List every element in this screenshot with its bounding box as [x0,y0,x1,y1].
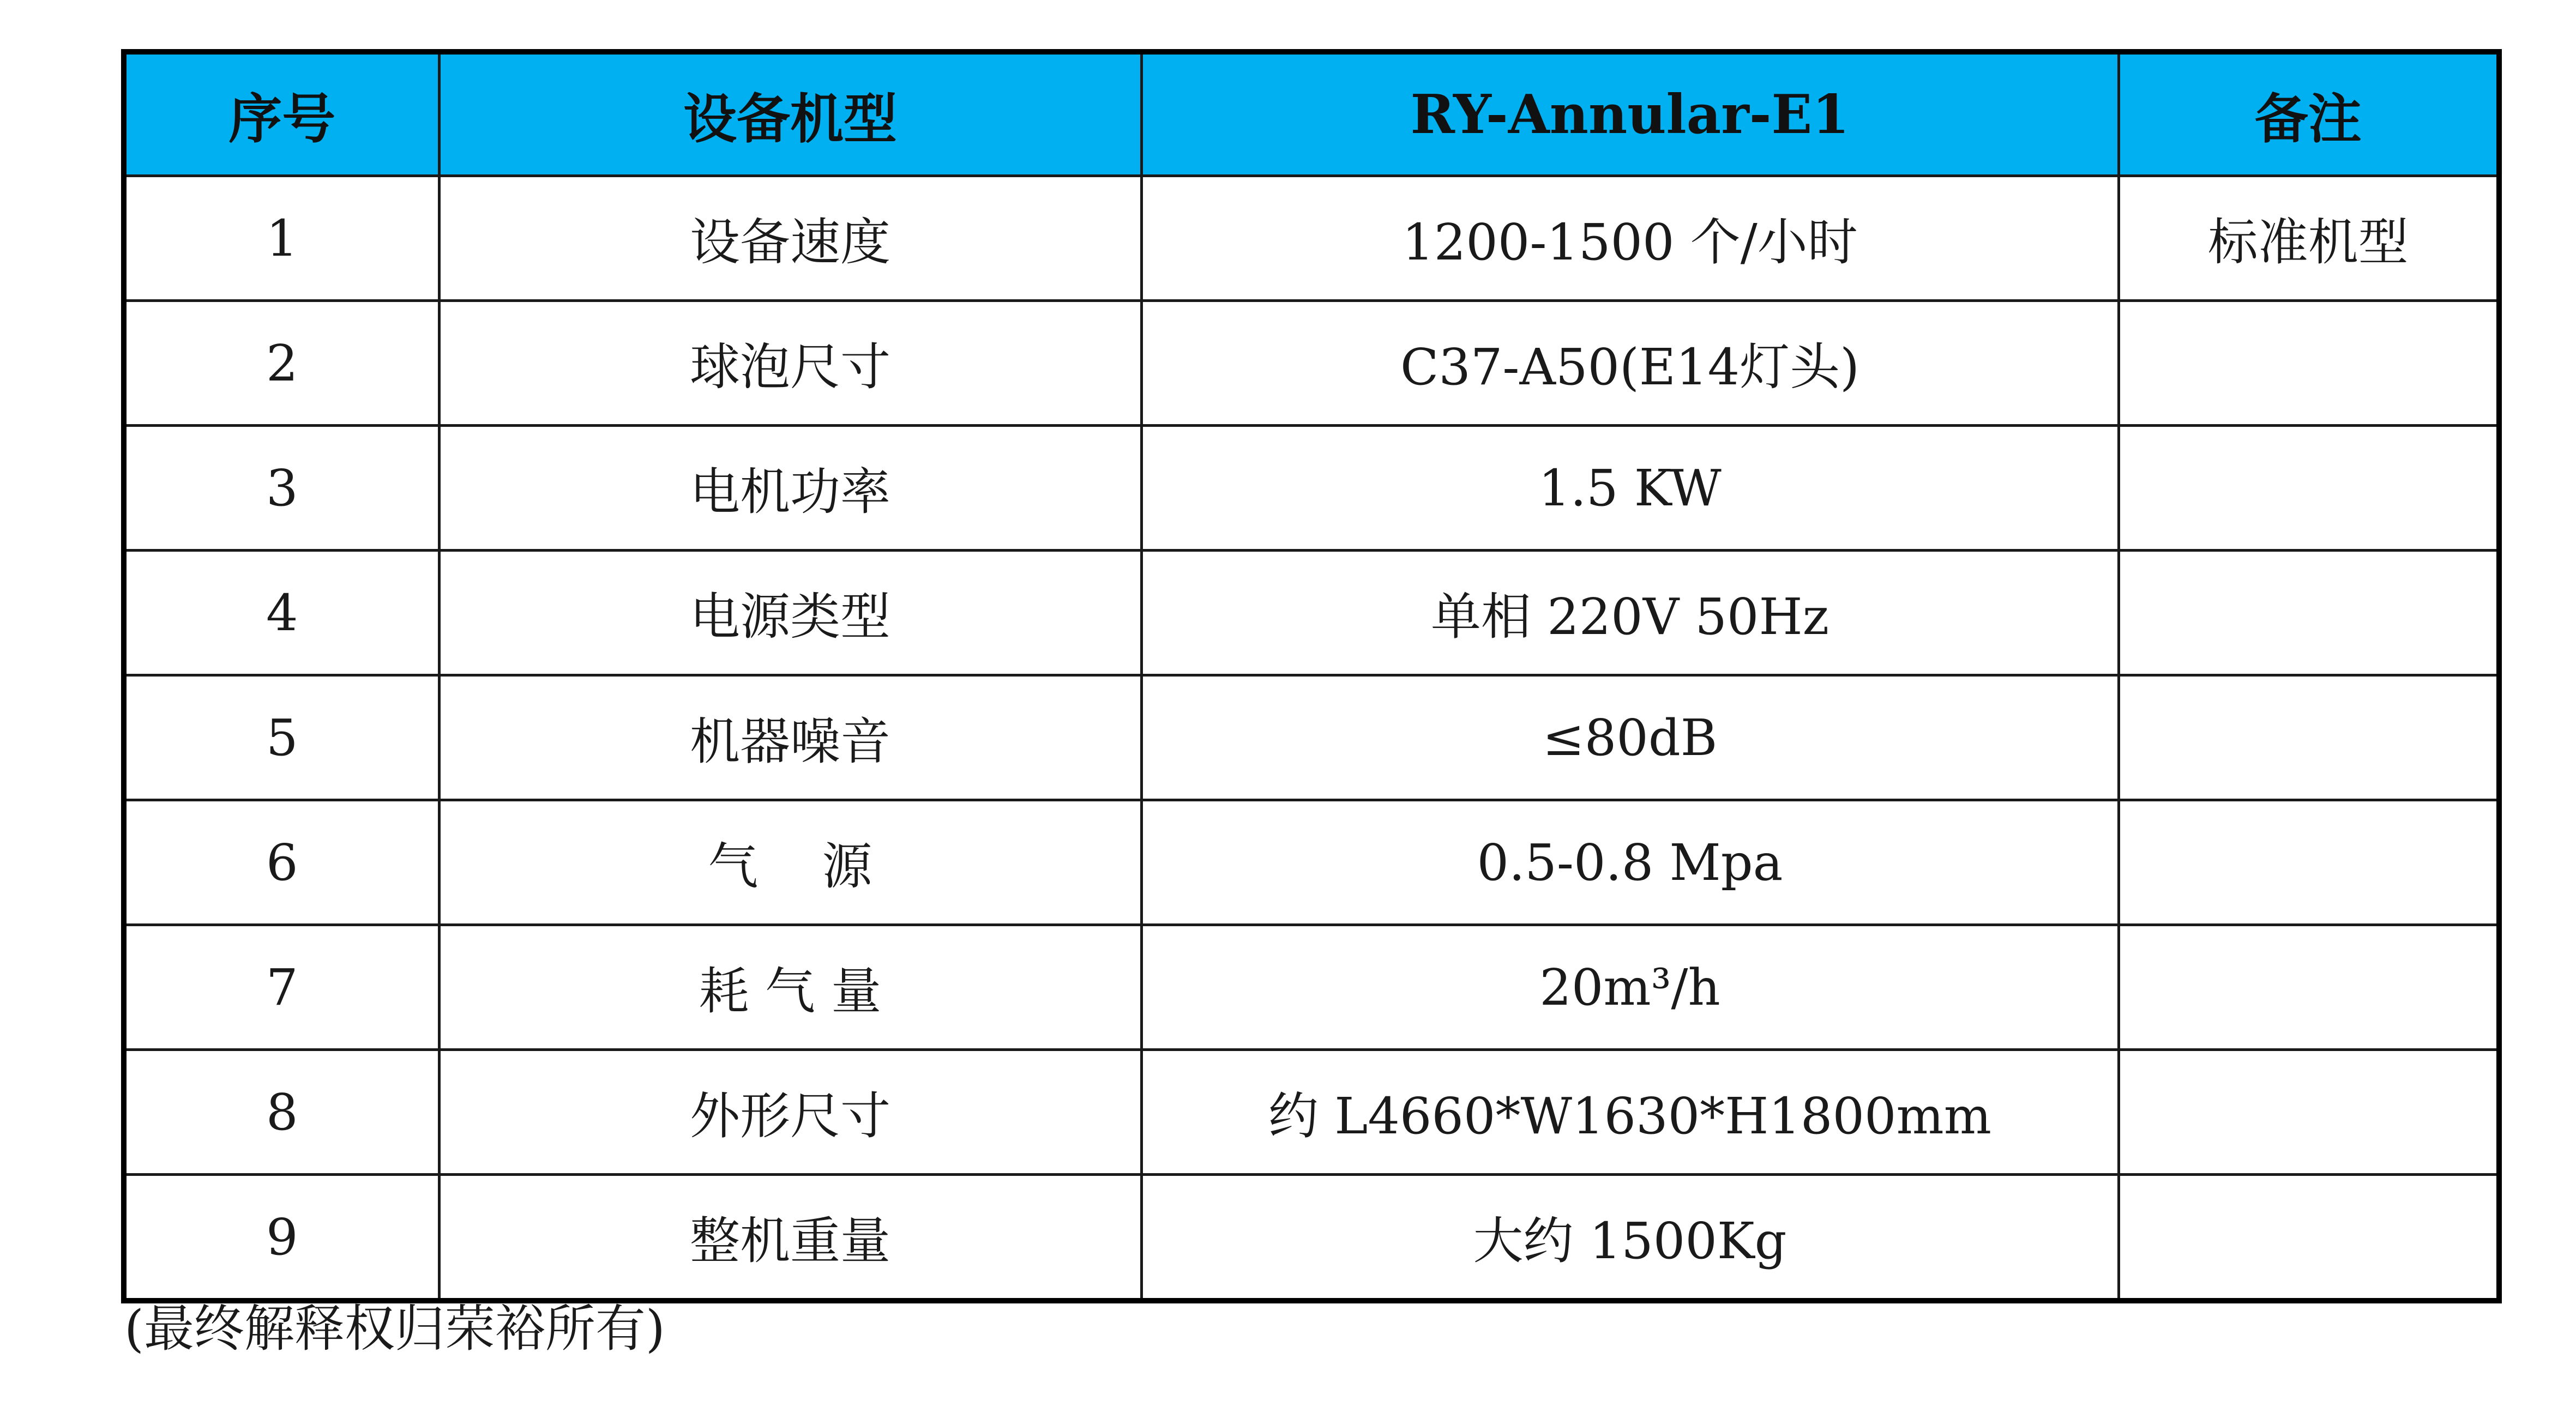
table-row [124,1175,2499,1301]
row-number: 2 [124,301,439,426]
row-value: 20m³/h [1141,925,2118,1050]
table-row [124,800,2499,925]
row-item: 整机重量 [439,1175,1141,1301]
row-number: 3 [124,426,439,551]
table-row [124,1050,2499,1175]
table-header [124,52,2499,176]
copyright-note: (最终解释权归荣裕所有) [124,1300,665,1358]
table-row [124,675,2499,800]
row-value: 1200-1500 个/小时 [1141,176,2118,301]
row-value: 单相 220V 50Hz [1141,551,2118,675]
table-body [124,176,2499,1301]
header-serial-number: 序号 [124,52,439,176]
table-row [124,426,2499,551]
row-number: 4 [124,551,439,675]
row-number: 7 [124,925,439,1050]
row-value: ≤80dB [1141,675,2118,800]
header-equipment-model: 设备机型 [439,52,1141,176]
row-note [2118,675,2499,800]
table-row [124,176,2499,301]
row-note: 标准机型 [2118,176,2499,301]
header-remarks: 备注 [2118,52,2499,176]
row-value: 大约 1500Kg [1141,1175,2118,1301]
header-model-name: RY-Annular-E1 [1141,52,2118,176]
table-row [124,551,2499,675]
row-value: 约 L4660*W1630*H1800mm [1141,1050,2118,1175]
row-item: 耗 气 量 [439,925,1141,1050]
row-number: 1 [124,176,439,301]
row-note [2118,1050,2499,1175]
row-note [2118,551,2499,675]
row-item: 电机功率 [439,426,1141,551]
row-note [2118,800,2499,925]
row-item: 球泡尺寸 [439,301,1141,426]
table-row [124,301,2499,426]
row-number: 9 [124,1175,439,1301]
table-row [124,925,2499,1050]
row-item: 外形尺寸 [439,1050,1141,1175]
row-item: 机器噪音 [439,675,1141,800]
row-note [2118,301,2499,426]
row-item: 气 源 [439,800,1141,925]
row-item: 设备速度 [439,176,1141,301]
row-value: 0.5-0.8 Mpa [1141,800,2118,925]
row-number: 6 [124,800,439,925]
row-number: 8 [124,1050,439,1175]
row-note [2118,925,2499,1050]
row-value: 1.5 KW [1141,426,2118,551]
header-row [124,52,2499,176]
spec-table [121,49,2502,1303]
row-note [2118,1175,2499,1301]
row-item: 电源类型 [439,551,1141,675]
row-value: C37-A50(E14灯头) [1141,301,2118,426]
row-note [2118,426,2499,551]
row-number: 5 [124,675,439,800]
